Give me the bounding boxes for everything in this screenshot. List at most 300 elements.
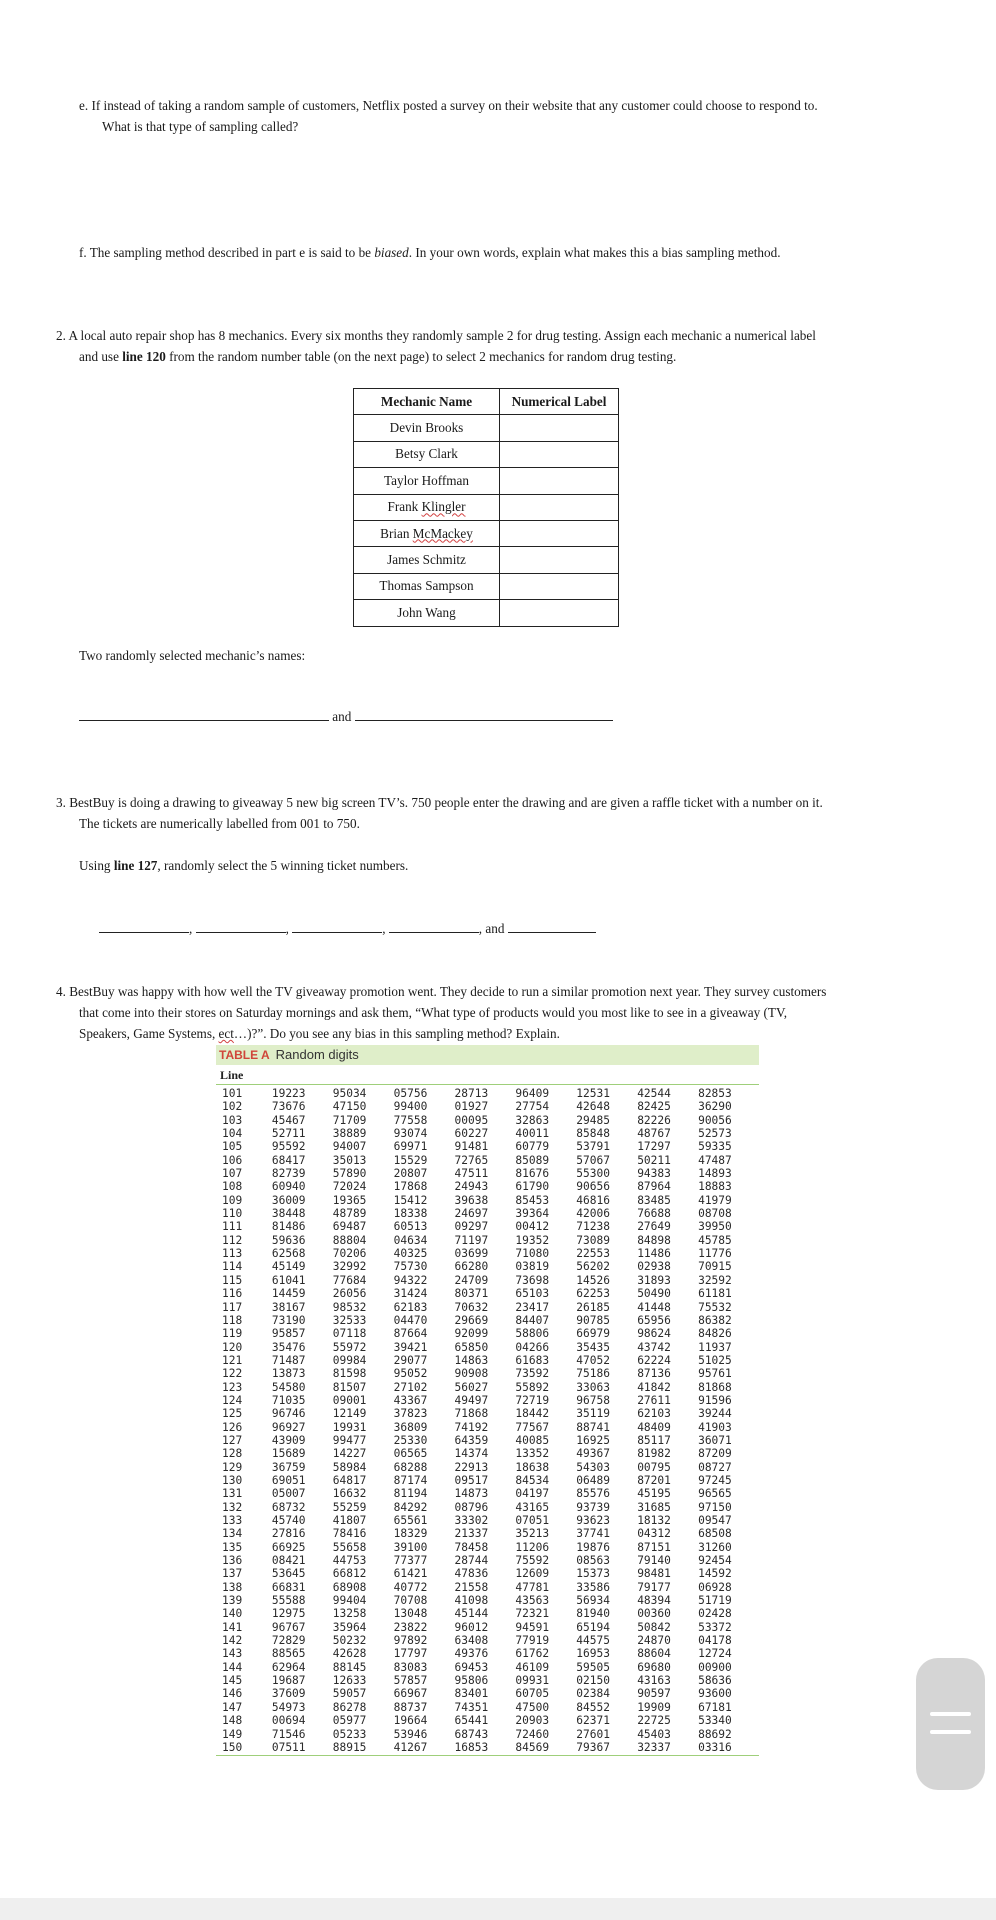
- digit-group: 49376: [454, 1647, 489, 1661]
- random-table-row: [216, 1234, 759, 1247]
- digit-group: 42544: [637, 1087, 671, 1100]
- random-table-row: [216, 1260, 759, 1273]
- digit-group: 29485: [576, 1113, 610, 1127]
- question-3: [56, 792, 956, 834]
- line-number: 114: [222, 1260, 243, 1274]
- digit-group: 68732: [271, 1500, 306, 1514]
- mechanic-row: [354, 547, 619, 573]
- digit-group: 84898: [637, 1233, 671, 1247]
- digit-group: 84569: [515, 1740, 550, 1754]
- mechanic-name: Frank Klingler: [354, 494, 500, 520]
- digit-group: 53340: [698, 1714, 732, 1728]
- question-1e: [79, 95, 959, 137]
- digit-group: 36759: [271, 1460, 306, 1474]
- digit-group: 73190: [271, 1313, 306, 1327]
- digit-group: 13352: [515, 1447, 550, 1461]
- digit-group: 37823: [393, 1407, 428, 1421]
- mechanic-row: [354, 415, 619, 441]
- random-table-row: [216, 1487, 759, 1500]
- digit-group: 85848: [576, 1127, 610, 1141]
- digit-group: 83083: [393, 1660, 428, 1674]
- digit-group: 66979: [576, 1327, 610, 1341]
- digit-group: 68743: [454, 1727, 489, 1741]
- digit-group: 14374: [454, 1447, 489, 1461]
- digit-group: 23822: [393, 1620, 428, 1634]
- numerical-label-cell[interactable]: [500, 494, 619, 520]
- q4-line3: Speakers, Game Systems, ect…)?”. Do you see any bias in this sampling method? Explain.: [79, 1026, 560, 1041]
- ticket-answer-blank-2[interactable]: [196, 918, 286, 933]
- random-table-row: [216, 1180, 759, 1193]
- line-number: 134: [222, 1527, 243, 1541]
- digit-group: 00360: [637, 1607, 671, 1621]
- mechanic-name: Brian McMackey: [354, 520, 500, 546]
- digit-group: 16632: [332, 1487, 367, 1501]
- digit-group: 87136: [637, 1367, 671, 1381]
- line-number: 128: [222, 1447, 243, 1461]
- digit-group: 73089: [576, 1233, 610, 1247]
- digit-group: 65850: [454, 1340, 489, 1354]
- scroll-handle[interactable]: [916, 1658, 985, 1790]
- digit-group: 81598: [332, 1367, 367, 1381]
- digit-group: 42648: [576, 1100, 610, 1114]
- digit-group: 09984: [332, 1353, 367, 1367]
- digit-group: 60705: [515, 1687, 550, 1701]
- digit-group: 79177: [637, 1580, 671, 1594]
- digit-group: 00095: [454, 1113, 489, 1127]
- digit-group: 86278: [332, 1700, 367, 1714]
- line-number: 107: [222, 1167, 243, 1181]
- digit-group: 64817: [332, 1473, 367, 1487]
- digit-group: 70632: [454, 1300, 489, 1314]
- random-table-row: [216, 1607, 759, 1620]
- digit-group: 28713: [454, 1087, 489, 1100]
- q3-line-ref: line 127: [113, 858, 158, 873]
- digit-group: 38448: [271, 1207, 306, 1221]
- digit-group: 00795: [637, 1460, 671, 1474]
- digit-group: 05756: [393, 1087, 428, 1100]
- digit-group: 99400: [393, 1100, 428, 1114]
- digit-group: 48789: [332, 1207, 367, 1221]
- line-number: 101: [222, 1087, 243, 1100]
- digit-group: 75592: [515, 1554, 550, 1568]
- digit-group: 49367: [576, 1447, 610, 1461]
- q3-line1: 3. BestBuy is doing a drawing to giveaway 5 new big screen TV’s. 750 people enter the drawing and are given a raffle ticket with a number on it.: [56, 795, 823, 810]
- mechanic-row: [354, 494, 619, 520]
- q3-line3: Using line 127, randomly select the 5 winning ticket numbers.: [79, 858, 409, 873]
- digit-group: 47500: [515, 1700, 550, 1714]
- digit-group: 35213: [515, 1527, 550, 1541]
- mechanic-answer-blank-2[interactable]: [355, 706, 613, 721]
- line-number: 148: [222, 1714, 243, 1728]
- digit-group: 24697: [454, 1207, 489, 1221]
- digit-group: 06565: [393, 1447, 428, 1461]
- digit-group: 61181: [698, 1287, 732, 1301]
- mechanic-table-header: [354, 389, 619, 415]
- digit-group: 00900: [698, 1660, 732, 1674]
- digit-group: 47836: [454, 1567, 489, 1581]
- digit-group: 14592: [698, 1567, 732, 1581]
- digit-group: 74351: [454, 1700, 489, 1714]
- digit-group: 70708: [393, 1594, 428, 1608]
- numerical-label-cell[interactable]: [500, 573, 619, 599]
- q1f-italic: biased: [374, 245, 409, 260]
- header-numerical-label: Numerical Label: [500, 389, 619, 415]
- digit-group: 09297: [454, 1220, 489, 1234]
- q1e-line2: What is that type of sampling called?: [102, 119, 299, 134]
- digit-group: 66925: [271, 1540, 306, 1554]
- random-table-row: [216, 1527, 759, 1540]
- digit-group: 69971: [393, 1140, 428, 1154]
- line-number: 146: [222, 1687, 243, 1701]
- line-number: 125: [222, 1407, 243, 1421]
- digit-group: 94322: [393, 1273, 428, 1287]
- digit-group: 35435: [576, 1340, 610, 1354]
- digit-group: 19352: [515, 1233, 550, 1247]
- digit-group: 66967: [393, 1687, 428, 1701]
- digit-group: 90597: [637, 1687, 671, 1701]
- mechanic-row: [354, 573, 619, 599]
- digit-group: 15529: [393, 1153, 428, 1167]
- digit-group: 96746: [271, 1407, 306, 1421]
- digit-group: 32337: [637, 1740, 671, 1754]
- line-number: 103: [222, 1113, 243, 1127]
- digit-group: 92454: [698, 1554, 732, 1568]
- digit-group: 82739: [271, 1167, 306, 1181]
- digit-group: 51719: [698, 1594, 732, 1608]
- digit-group: 66831: [271, 1580, 306, 1594]
- digit-group: 14893: [698, 1167, 732, 1181]
- digit-group: 54580: [271, 1380, 306, 1394]
- digit-group: 23417: [515, 1300, 550, 1314]
- random-table-row: [216, 1674, 759, 1687]
- digit-group: 47487: [698, 1153, 732, 1167]
- random-table-row: [216, 1714, 759, 1727]
- random-table-row: [216, 1581, 759, 1594]
- random-table-row: [216, 1207, 759, 1220]
- digit-group: 08796: [454, 1500, 489, 1514]
- digit-group: 70915: [698, 1260, 732, 1274]
- numerical-label-cell[interactable]: [500, 600, 619, 626]
- digit-group: 41267: [393, 1740, 428, 1754]
- digit-group: 83485: [637, 1193, 671, 1207]
- digit-group: 71709: [332, 1113, 367, 1127]
- digit-group: 13048: [393, 1607, 428, 1621]
- random-table-rows: [216, 1085, 759, 1756]
- digit-group: 15373: [576, 1567, 610, 1581]
- digit-group: 92099: [454, 1327, 489, 1341]
- digit-group: 41842: [637, 1380, 671, 1394]
- digit-group: 16953: [576, 1647, 610, 1661]
- digit-group: 88145: [332, 1660, 367, 1674]
- digit-group: 11206: [515, 1540, 550, 1554]
- digit-group: 11937: [698, 1340, 732, 1354]
- digit-group: 85089: [515, 1153, 550, 1167]
- digit-group: 04197: [515, 1487, 550, 1501]
- digit-group: 27611: [637, 1393, 671, 1407]
- random-table-row: [216, 1140, 759, 1153]
- digit-group: 98532: [332, 1300, 367, 1314]
- line-number: 149: [222, 1727, 243, 1741]
- digit-group: 65561: [393, 1514, 428, 1527]
- digit-group: 58806: [515, 1327, 550, 1341]
- digit-group: 17297: [637, 1140, 671, 1154]
- line-number: 139: [222, 1594, 243, 1608]
- mechanic-name: Devin Brooks: [354, 415, 500, 441]
- digit-group: 32533: [332, 1313, 367, 1327]
- digit-group: 56202: [576, 1260, 610, 1274]
- digit-group: 61041: [271, 1273, 306, 1287]
- digit-group: 90908: [454, 1367, 489, 1381]
- digit-group: 54973: [271, 1700, 306, 1714]
- ticket-answer-blank-3[interactable]: [292, 918, 382, 933]
- digit-group: 36290: [698, 1100, 732, 1114]
- scroll-handle-grip-bottom: [930, 1730, 971, 1734]
- digit-group: 96409: [515, 1087, 550, 1100]
- digit-group: 77377: [393, 1554, 428, 1568]
- digit-group: 02428: [698, 1607, 732, 1621]
- digit-group: 22553: [576, 1247, 610, 1261]
- digit-group: 88737: [393, 1700, 428, 1714]
- digit-group: 51025: [698, 1353, 732, 1367]
- digit-group: 96927: [271, 1420, 306, 1434]
- random-table-row: [216, 1394, 759, 1407]
- line-number: 112: [222, 1233, 243, 1247]
- digit-group: 46109: [515, 1660, 550, 1674]
- digit-group: 21558: [454, 1580, 489, 1594]
- digit-group: 18883: [698, 1180, 732, 1194]
- random-table-row: [216, 1327, 759, 1340]
- digit-group: 20807: [393, 1167, 428, 1181]
- digit-group: 90056: [698, 1113, 732, 1127]
- digit-group: 20903: [515, 1714, 550, 1728]
- question-1f: [79, 242, 959, 263]
- digit-group: 59636: [271, 1233, 306, 1247]
- digit-group: 59057: [332, 1687, 367, 1701]
- q3-line2: The tickets are numerically labelled from 001 to 750.: [79, 816, 360, 831]
- ticket-answer-blank-5[interactable]: [508, 918, 596, 933]
- digit-group: 18638: [515, 1460, 550, 1474]
- digit-group: 66280: [454, 1260, 489, 1274]
- digit-group: 07511: [271, 1740, 306, 1754]
- digit-group: 13258: [332, 1607, 367, 1621]
- digit-group: 77919: [515, 1634, 550, 1648]
- digit-group: 86382: [698, 1313, 732, 1327]
- digit-group: 12724: [698, 1647, 732, 1661]
- random-table-row: [216, 1421, 759, 1434]
- digit-group: 55588: [271, 1594, 306, 1608]
- digit-group: 22913: [454, 1460, 489, 1474]
- digit-group: 62253: [576, 1287, 610, 1301]
- digit-group: 33586: [576, 1580, 610, 1594]
- digit-group: 63408: [454, 1634, 489, 1648]
- digit-group: 88604: [637, 1647, 671, 1661]
- digit-group: 11486: [637, 1247, 671, 1261]
- digit-group: 37741: [576, 1527, 610, 1541]
- digit-group: 39244: [698, 1407, 732, 1421]
- digit-group: 31893: [637, 1273, 671, 1287]
- digit-group: 24709: [454, 1273, 489, 1287]
- digit-group: 62371: [576, 1714, 610, 1728]
- line-number: 127: [222, 1433, 243, 1447]
- digit-group: 53946: [393, 1727, 428, 1741]
- digit-group: 84407: [515, 1313, 550, 1327]
- digit-group: 47511: [454, 1167, 489, 1181]
- digit-group: 26185: [576, 1300, 610, 1314]
- digit-group: 77558: [393, 1113, 428, 1127]
- digit-group: 81940: [576, 1607, 610, 1621]
- digit-group: 81868: [698, 1380, 732, 1394]
- digit-group: 29669: [454, 1313, 489, 1327]
- numerical-label-cell[interactable]: [500, 547, 619, 573]
- digit-group: 62964: [271, 1660, 306, 1674]
- digit-group: 74192: [454, 1420, 489, 1434]
- line-number: 131: [222, 1487, 243, 1501]
- random-table-row: [216, 1127, 759, 1140]
- random-table-row: [216, 1220, 759, 1233]
- digit-group: 71197: [454, 1233, 489, 1247]
- digit-group: 08708: [698, 1207, 732, 1221]
- numerical-label-cell[interactable]: [500, 520, 619, 546]
- line-number: 143: [222, 1647, 243, 1661]
- digit-group: 43909: [271, 1433, 306, 1447]
- random-table-row: [216, 1461, 759, 1474]
- digit-group: 24870: [637, 1634, 671, 1648]
- digit-group: 14227: [332, 1447, 367, 1461]
- digit-group: 08421: [271, 1554, 306, 1568]
- digit-group: 65956: [637, 1313, 671, 1327]
- digit-group: 27102: [393, 1380, 428, 1394]
- digit-group: 52711: [271, 1127, 306, 1141]
- header-mechanic-name: Mechanic Name: [354, 389, 500, 415]
- digit-group: 25330: [393, 1433, 428, 1447]
- line-number: 144: [222, 1660, 243, 1674]
- numerical-label-cell[interactable]: [500, 468, 619, 494]
- digit-group: 61421: [393, 1567, 428, 1581]
- digit-group: 12633: [332, 1674, 367, 1688]
- digit-group: 97150: [698, 1500, 732, 1514]
- digit-group: 94007: [332, 1140, 367, 1154]
- mechanic-name: Betsy Clark: [354, 441, 500, 467]
- digit-group: 41098: [454, 1594, 489, 1608]
- digit-group: 40772: [393, 1580, 428, 1594]
- digit-group: 72024: [332, 1180, 367, 1194]
- digit-group: 87664: [393, 1327, 428, 1341]
- digit-group: 67181: [698, 1700, 732, 1714]
- digit-group: 88915: [332, 1740, 367, 1754]
- digit-group: 03819: [515, 1260, 550, 1274]
- line-number: 132: [222, 1500, 243, 1514]
- digit-group: 45467: [271, 1113, 306, 1127]
- mechanic-answer-blank-1[interactable]: [79, 706, 329, 721]
- digit-group: 59335: [698, 1140, 732, 1154]
- digit-group: 43165: [515, 1500, 550, 1514]
- digit-group: 50232: [332, 1634, 367, 1648]
- mechanic-row: [354, 441, 619, 467]
- digit-group: 18132: [637, 1514, 671, 1527]
- digit-group: 56027: [454, 1380, 489, 1394]
- digit-group: 68908: [332, 1580, 367, 1594]
- digit-group: 60779: [515, 1140, 550, 1154]
- digit-group: 68508: [698, 1527, 732, 1541]
- digit-group: 39638: [454, 1193, 489, 1207]
- digit-group: 44575: [576, 1634, 610, 1648]
- digit-group: 78416: [332, 1527, 367, 1541]
- digit-group: 07051: [515, 1514, 550, 1527]
- digit-group: 99404: [332, 1594, 367, 1608]
- line-number: 105: [222, 1140, 243, 1154]
- digit-group: 02150: [576, 1674, 610, 1688]
- digit-group: 99477: [332, 1433, 367, 1447]
- line-number: 116: [222, 1287, 243, 1301]
- line-number: 115: [222, 1273, 243, 1287]
- digit-group: 36809: [393, 1420, 428, 1434]
- digit-group: 43367: [393, 1393, 428, 1407]
- line-number: 123: [222, 1380, 243, 1394]
- digit-group: 38889: [332, 1127, 367, 1141]
- digit-group: 12149: [332, 1407, 367, 1421]
- digit-group: 19687: [271, 1674, 306, 1688]
- q2-line-ref: line 120: [122, 349, 166, 364]
- digit-group: 71546: [271, 1727, 306, 1741]
- q1f-before: f. The sampling method described in part e is said to be: [79, 245, 375, 260]
- digit-group: 91481: [454, 1140, 489, 1154]
- mechanic-name: John Wang: [354, 600, 500, 626]
- digit-group: 71080: [515, 1247, 550, 1261]
- digit-group: 79140: [637, 1554, 671, 1568]
- mechanic-row: [354, 600, 619, 626]
- ticket-answer-blank-1[interactable]: [99, 918, 189, 933]
- digit-group: 44753: [332, 1554, 367, 1568]
- digit-group: 47052: [576, 1353, 610, 1367]
- digit-group: 06489: [576, 1473, 610, 1487]
- digit-group: 19223: [271, 1087, 306, 1100]
- digit-group: 91596: [698, 1393, 732, 1407]
- numerical-label-cell[interactable]: [500, 415, 619, 441]
- digit-group: 17797: [393, 1647, 428, 1661]
- digit-group: 88692: [698, 1727, 732, 1741]
- digit-group: 90785: [576, 1313, 610, 1327]
- digit-group: 81982: [637, 1447, 671, 1461]
- digit-group: 19876: [576, 1540, 610, 1554]
- digit-group: 19909: [637, 1700, 671, 1714]
- digit-group: 96758: [576, 1393, 610, 1407]
- digit-group: 57857: [393, 1674, 428, 1688]
- random-table-row: [216, 1594, 759, 1607]
- line-number: 130: [222, 1473, 243, 1487]
- digit-group: 05007: [271, 1487, 306, 1501]
- digit-group: 52573: [698, 1127, 732, 1141]
- random-table-row: [216, 1474, 759, 1487]
- random-table-row: [216, 1728, 759, 1741]
- digit-group: 65441: [454, 1714, 489, 1728]
- mechanic-table: [353, 388, 619, 627]
- digit-group: 57067: [576, 1153, 610, 1167]
- line-number: 140: [222, 1607, 243, 1621]
- digit-group: 08727: [698, 1460, 732, 1474]
- digit-group: 64359: [454, 1433, 489, 1447]
- mechanic-name: James Schmitz: [354, 547, 500, 573]
- ticket-answer-blank-4[interactable]: [389, 918, 479, 933]
- digit-group: 43563: [515, 1594, 550, 1608]
- digit-group: 55892: [515, 1380, 550, 1394]
- digit-group: 84534: [515, 1473, 550, 1487]
- numerical-label-cell[interactable]: [500, 441, 619, 467]
- line-number: 113: [222, 1247, 243, 1261]
- digit-group: 39100: [393, 1540, 428, 1554]
- digit-group: 95761: [698, 1367, 732, 1381]
- q4-line2: that come into their stores on Saturday mornings and ask them, “What type of products would you most like to see in a giveaway (TV,: [79, 1005, 788, 1020]
- digit-group: 48409: [637, 1420, 671, 1434]
